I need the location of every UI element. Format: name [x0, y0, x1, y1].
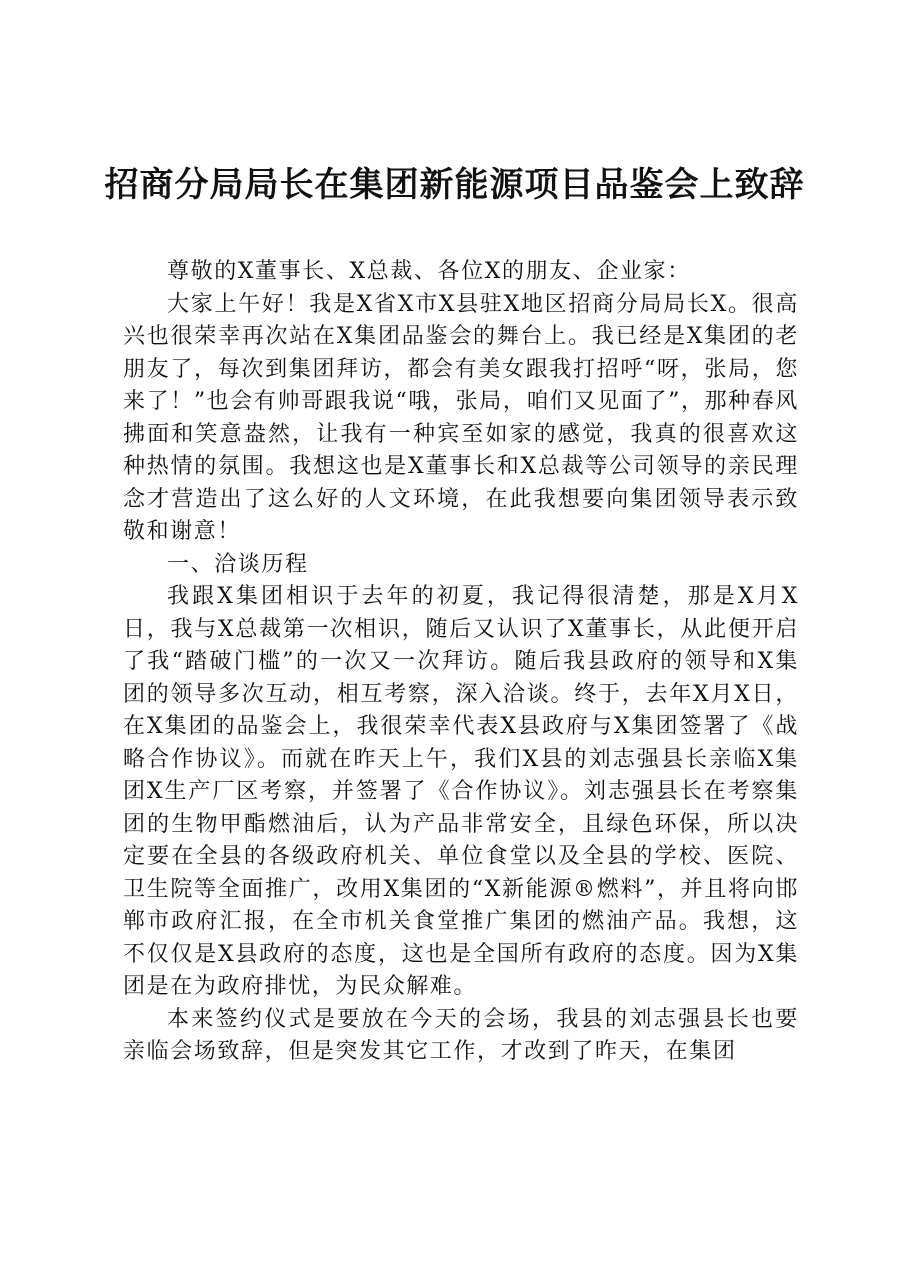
document-title: 招商分局局长在集团新能源项目品鉴会上致辞	[104, 165, 805, 205]
salutation-paragraph: 尊敬的X董事长、X总裁、各位X的朋友、企业家：	[167, 259, 691, 284]
history-paragraph: 我跟X集团相识于去年的初夏，我记得很清楚，那是X月X日，我与X总裁第一次相识，随后又认识了X董事长，从此便开启了我“踏破门槛”的一次又一次拜访。随后我县政府的领导和X集团的领导多次互动，相互考察，深入洽谈。终于，去年X月X日，在X集团的品鉴会上，我很荣幸代表X县政府与X集团签署了《战略合作协议》。而就在昨天上午，我们X县的刘志强县长亲临X集团X生产厂区考察，并签署了《合作协议》。刘志强县长在考察集团的生物甲酯燃油后，认为产品非常安全，且绿色环保，所以决定要在全县的各级政府机关、单位食堂以及全县的学校、医院、卫生院等全面推广，改用X集团的“X新能源®燃料”，并且将向邯郸市政府汇报，在全市机关食堂推广集团的燃油产品。我想，这不仅仅是X县政府的态度，这也是全国所有政府的态度。因为X集团是在为政府排忧，为民众解难。	[123, 584, 799, 999]
section-heading: 一、洽谈历程	[167, 551, 309, 577]
signing-paragraph: 本来签约仪式是要放在今天的会场，我县的刘志强县长也要亲临会场致辞，但是突发其它工作，才改到了昨天，在集团	[123, 1006, 799, 1064]
document-body	[123, 256, 799, 1069]
greeting-paragraph: 大家上午好！我是X省X市X县驻X地区招商分局局长X。很高兴也很荣幸再次站在X集团品鉴会的舞台上。我已经是X集团的老朋友了，每次到集团拜访，都会有美女跟我打招呼“呀，张局，您来了！”也会有帅哥跟我说“哦，张局，咱们又见面了”，那种春风拂面和笑意盎然，让我有一种宾至如家的感觉，我真的很喜欢这种热情的氛围。我想这也是X董事长和X总裁等公司领导的亲民理念才营造出了这么好的人文环境，在此我想要向集团领导表示致敬和谢意！	[123, 291, 799, 544]
